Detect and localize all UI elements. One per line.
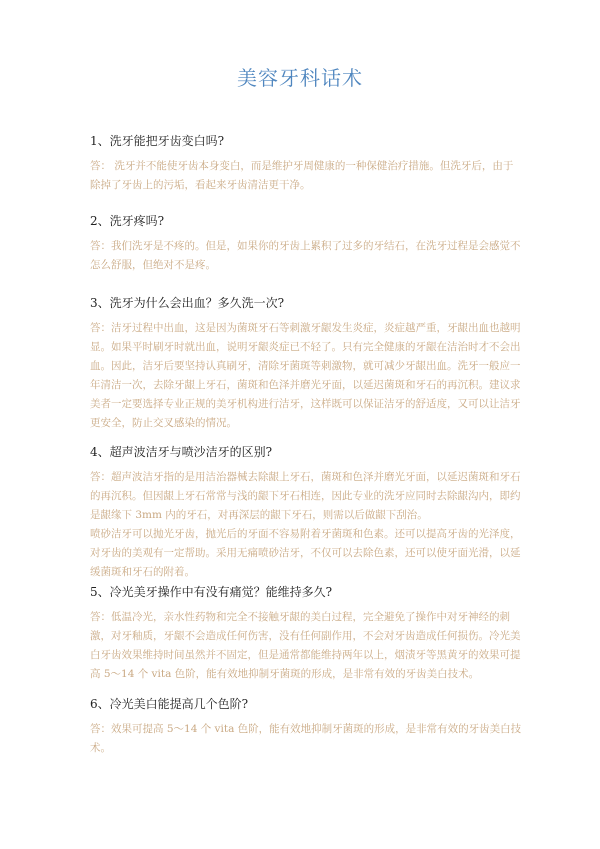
- qa-section-3: [90, 295, 522, 433]
- answer-3: 答：洁牙过程中出血，这是因为菌斑牙石等刺激牙龈发生炎症，炎症越严重，牙龈出血也越明显。如果平时刷牙时就出血，说明牙龈炎症已不轻了。只有完全健康的牙龈在洁治时才不会出血。因此，洁牙后要坚持认真刷牙，清除牙菌斑等刺激物，就可减少牙龈出血。洗牙一般应一年清洁一次，去除牙龈上牙石，菌斑和色泽并磨光牙面，以延迟菌斑和牙石的再沉积。建议求美者一定要选择专业正规的美牙机构进行洁牙，这样既可以保证洁牙的舒适度，又可以让洁牙更安全，防止交叉感染的情况。: [90, 322, 521, 429]
- question-1: 1、洗牙能把牙齿变白吗?: [90, 134, 225, 148]
- qa-section-5: [90, 584, 522, 684]
- question-3: 3、洗牙为什么会出血？多久洗一次?: [90, 296, 285, 310]
- page-title: 美容牙科话术: [237, 66, 363, 90]
- qa-section-4: [90, 444, 522, 582]
- question-6: 6、冷光美白能提高几个色阶?: [90, 697, 249, 711]
- qa-section-2: [90, 213, 522, 275]
- answer-6: 答：效果可提高 5～14 个 vita 色阶，能有效地抑制牙菌斑的形成，是非常有效的牙齿美白技术。: [90, 723, 522, 754]
- question-5: 5、冷光美牙操作中有没有痛觉？能维持多久?: [90, 585, 333, 599]
- qa-section-1: [90, 133, 522, 195]
- answer-4: 答：超声波洁牙指的是用洁治器械去除龈上牙石，菌斑和色泽并磨光牙面，以延迟菌斑和牙石的再沉积。但因龈上牙石常常与浅的龈下牙石相连，因此专业的洗牙应同时去除龈沟内，即约是龈缘下 3mm 内的牙石，对再深层的龈下牙石，则需以后做龈下刮治。 喷砂洁牙可以抛光牙齿，抛光后的牙面不容易附着牙菌斑和色素。还可以提高牙齿的光泽度，对牙齿的美观有一定帮助。采用无痛喷砂洁牙，不仅可以去除色素，还可以使牙面光滑，以延缓菌斑和牙石的附着。: [90, 471, 521, 578]
- answer-2: 答：我们洗牙是不疼的。但是，如果你的牙齿上累积了过多的牙结石，在洗牙过程是会感觉不怎么舒服，但绝对不是疼。: [90, 240, 521, 271]
- qa-section-6: [90, 696, 522, 758]
- answer-1: 答： 洗牙并不能使牙齿本身变白，而是维护牙周健康的一种保健治疗措施。但洗牙后，由于除掉了牙齿上的污垢，看起来牙齿清洁更干净。: [90, 160, 514, 191]
- answer-5: 答：低温冷光，亲水性药物和完全不接触牙龈的美白过程，完全避免了操作中对牙神经的刺激，对牙釉质，牙龈不会造成任何伤害，没有任何副作用，不会对牙齿造成任何损伤。冷光美白牙齿效果维持时间虽然并不固定，但是通常都能维持两年以上，烟渍牙等黑黄牙的效果可提高 5～14 个 vita 色阶，能有效地抑制牙菌斑的形成，是非常有效的牙齿美白技术。: [90, 611, 521, 680]
- question-4: 4、超声波洁牙与喷沙洁牙的区别?: [90, 445, 273, 459]
- question-2: 2、洗牙疼吗?: [90, 214, 165, 228]
